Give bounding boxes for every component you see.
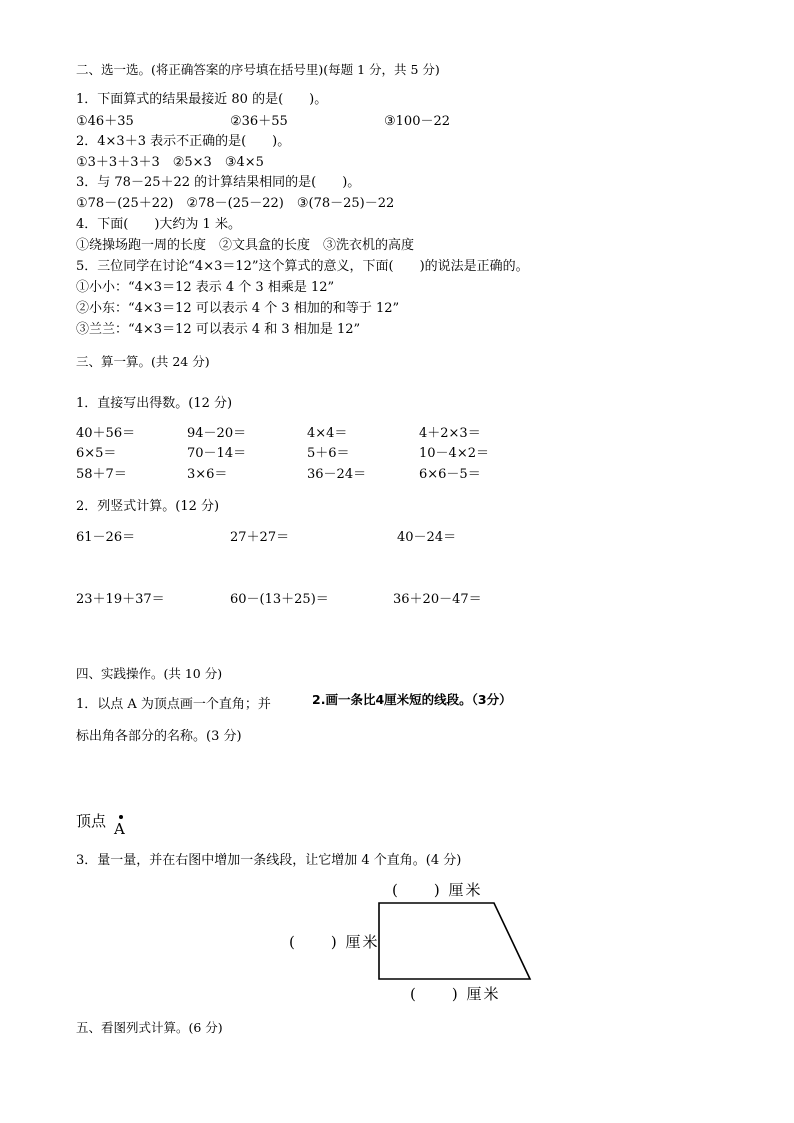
q3-1-stem: 1．直接写出得数。(12 分) (76, 396, 233, 411)
calc-r3-c2: 3×6＝ (187, 467, 228, 482)
calc-r3-c4: 6×6－5＝ (419, 467, 481, 482)
q2-5-option-1: ①小小：“4×3＝12 表示 4 个 3 相乘是 12” (76, 280, 335, 295)
calc-r3-c1: 58＋7＝ (76, 467, 127, 482)
q2-1-option-2: ②36＋55 (230, 114, 288, 129)
trapezoid-left-label: ( ) 厘米 (289, 933, 380, 951)
vertical-r1-c3: 40－24＝ (397, 530, 457, 545)
q2-2-stem: 2．4×3＋3 表示不正确的是( )。 (76, 134, 291, 149)
q4-3-stem: 3．量一量，并在右图中增加一条线段，让它增加 4 个直角。(4 分) (76, 853, 462, 868)
q4-2-text: 2.画一条比4厘米短的线段。（3分） (312, 692, 512, 707)
vertical-r1-c1: 61－26＝ (76, 530, 136, 545)
q2-1-option-1: ①46＋35 (76, 114, 134, 129)
calc-r1-c1: 40＋56＝ (76, 426, 136, 441)
q2-1-option-3: ③100－22 (384, 114, 451, 129)
point-a-dot (119, 815, 123, 819)
q2-3-stem: 3．与 78－25＋22 的计算结果相同的是( )。 (76, 175, 361, 190)
q2-2-options: ①3＋3＋3＋3 ②5×3 ③4×5 (76, 155, 264, 170)
trapezoid-top-label: ( ) 厘米 (392, 881, 483, 899)
vertical-r2-c2: 60－(13＋25)＝ (230, 592, 329, 607)
trapezoid-bottom-label: ( ) 厘米 (410, 985, 501, 1003)
vertical-r1-c2: 27＋27＝ (230, 530, 290, 545)
q4-1-line1: 1．以点 A 为顶点画一个直角；并 (76, 697, 271, 712)
right-trapezoid-shape (379, 903, 530, 979)
q4-1-line2: 标出角各部分的名称。(3 分) (76, 729, 242, 744)
calc-r1-c4: 4＋2×3＝ (419, 426, 481, 441)
vertical-r2-c3: 36＋20－47＝ (393, 592, 482, 607)
q2-4-stem: 4．下面( )大约为 1 米。 (76, 217, 241, 232)
q2-3-options: ①78－(25＋22) ②78－(25－22) ③(78－25)－22 (76, 196, 395, 211)
section-2-title: 二、选一选。(将正确答案的序号填在括号里)(每题 1 分，共 5 分) (76, 62, 440, 77)
calc-r2-c2: 70－14＝ (187, 446, 247, 461)
section-5-title: 五、看图列式计算。(6 分) (76, 1020, 223, 1035)
vertex-label: 顶点 (76, 812, 107, 830)
q3-2-stem: 2．列竖式计算。(12 分) (76, 499, 220, 514)
calc-r2-c3: 5＋6＝ (307, 446, 350, 461)
calc-r2-c4: 10－4×2＝ (419, 446, 489, 461)
q2-1-stem: 1．下面算式的结果最接近 80 的是( )。 (76, 92, 328, 107)
calc-r3-c3: 36－24＝ (307, 467, 367, 482)
q2-4-options: ①绕操场跑一周的长度 ②文具盒的长度 ③洗衣机的高度 (76, 238, 415, 253)
section-3-title: 三、算一算。(共 24 分) (76, 354, 210, 369)
point-a-label: A (114, 820, 125, 838)
section-4-title: 四、实践操作。(共 10 分) (76, 666, 223, 681)
q2-5-option-3: ③兰兰：“4×3＝12 可以表示 4 和 3 相加是 12” (76, 322, 361, 337)
calc-r1-c3: 4×4＝ (307, 426, 348, 441)
q2-5-stem: 5．三位同学在讨论“4×3＝12”这个算式的意义，下面( )的说法是正确的。 (76, 259, 529, 274)
calc-r1-c2: 94－20＝ (187, 426, 247, 441)
q2-5-option-2: ②小东：“4×3＝12 可以表示 4 个 3 相加的和等于 12” (76, 301, 400, 316)
calc-r2-c1: 6×5＝ (76, 446, 117, 461)
vertical-r2-c1: 23＋19＋37＝ (76, 592, 165, 607)
